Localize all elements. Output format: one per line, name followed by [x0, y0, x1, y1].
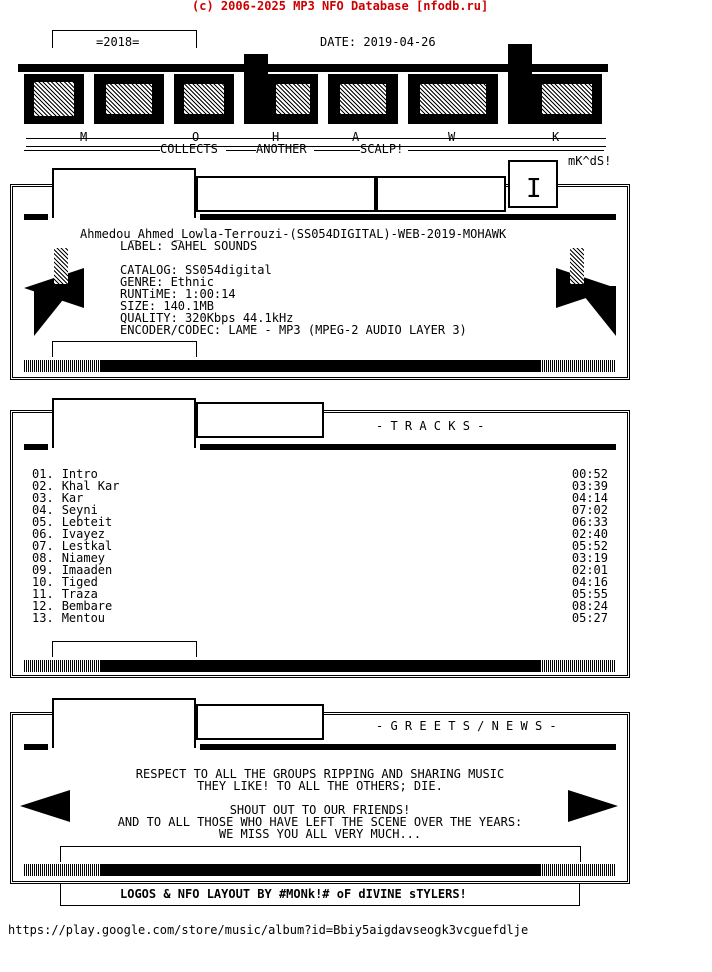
mohawk-logo — [14, 44, 614, 130]
track-row — [32, 468, 612, 480]
track-title: Ivayez — [61, 527, 106, 541]
track-number: 11. — [32, 587, 54, 601]
track-row — [32, 540, 612, 552]
greets-bottom-tab — [60, 846, 580, 847]
track-duration: 03:19 — [571, 551, 608, 565]
track-number: 02. — [32, 479, 54, 493]
right-arrow-art — [540, 248, 628, 338]
tagline-collects: COLLECTS — [160, 142, 218, 156]
tagline-rule-1 — [24, 150, 160, 151]
release-bottom-tab-right — [196, 341, 197, 357]
year-tag: =2018= — [96, 35, 140, 49]
header-top-line — [52, 30, 196, 31]
track-row — [32, 552, 612, 564]
greets-line: RESPECT TO ALL THE GROUPS RIPPING AND SHARING MUSIC — [135, 767, 505, 781]
letter-w: W — [448, 130, 456, 144]
track-number: 13. — [32, 611, 54, 625]
track-title: Seyni — [61, 503, 98, 517]
greets-dither-bar — [100, 864, 540, 876]
track-row — [32, 516, 612, 528]
letter-h: H — [272, 130, 280, 144]
track-duration: 07:02 — [571, 503, 608, 517]
track-number: 09. — [32, 563, 54, 577]
track-row — [32, 564, 612, 576]
track-number: 10. — [32, 575, 54, 589]
track-number: 08. — [32, 551, 54, 565]
release-genre: GENRE: Ethnic — [120, 275, 214, 289]
greets-dither-right — [540, 864, 616, 876]
track-title: Lebteit — [61, 515, 113, 529]
release-encoder: ENCODER/CODEC: LAME - MP3 (MPEG-2 AUDIO LAYER 3) — [120, 323, 467, 337]
release-runtime: RUNTiME: 1:00:14 — [120, 287, 236, 301]
track-duration: 05:27 — [571, 611, 608, 625]
tracks-bottom-tab-right — [196, 641, 197, 657]
track-number: 07. — [32, 539, 54, 553]
release-bottom-tab — [52, 341, 196, 342]
track-title: Kar — [61, 491, 84, 505]
tracks-dither-right — [540, 660, 616, 672]
release-size: SIZE: 140.1MB — [120, 299, 214, 313]
release-label: LABEL: SAHEL SOUNDS — [120, 239, 258, 253]
layout-credits: LOGOS & NFO LAYOUT BY #MONk!# oF dIVINE sTYLERS! — [120, 887, 467, 901]
letter-a: A — [352, 130, 360, 144]
tracks-dither-left — [24, 660, 100, 672]
track-number: 06. — [32, 527, 54, 541]
release-name: Ahmedou_Ahmed_Lowla-Terrouzi-(SS054DIGITAL)-WEB-2019-MOHAWK — [80, 227, 507, 241]
track-row — [32, 588, 612, 600]
track-duration: 08:24 — [571, 599, 608, 613]
letters-line-2 — [26, 146, 606, 147]
tracks-bar-right — [200, 444, 616, 450]
nfodb-credit: (c) 2006-2025 MP3 NFO Database [nfodb.ru] — [192, 0, 489, 13]
release-bottom-tab-left — [52, 341, 53, 357]
track-title: Lestkal — [61, 539, 113, 553]
album-url-link[interactable]: https://play.google.com/store/music/album?id=Bbiy5aigdavseogk3vcguefdlje — [8, 923, 529, 937]
greets-line: SHOUT OUT TO OUR FRIENDS! — [229, 803, 411, 817]
track-duration: 02:40 — [571, 527, 608, 541]
tagline-scalp: SCALP! — [360, 142, 404, 156]
tagline-rule-4 — [408, 150, 604, 151]
letter-o: O — [192, 130, 200, 144]
track-title: Niamey — [61, 551, 106, 565]
release-catalog: CATALOG: SS054digital — [120, 263, 272, 277]
track-row — [32, 612, 612, 624]
release-bar-left — [24, 214, 48, 220]
release-dither-bar — [100, 360, 540, 372]
track-title: Intro — [61, 467, 98, 481]
info-i-glyph: I — [526, 174, 542, 204]
tracks-bottom-tab — [52, 641, 196, 642]
letter-m: M — [80, 130, 88, 144]
tagline-rule-3 — [314, 150, 360, 151]
track-number: 12. — [32, 599, 54, 613]
letters-line — [26, 138, 606, 139]
tracks-bottom-tab-left — [52, 641, 53, 657]
track-list — [32, 468, 612, 624]
track-title: Tiged — [61, 575, 98, 589]
greets-text — [24, 768, 616, 840]
greets-bar-right — [200, 744, 616, 750]
greets-left-arrow-art — [20, 780, 90, 830]
greets-line: WE MISS YOU ALL VERY MUCH... — [218, 827, 422, 841]
tracks-bar-left — [24, 444, 48, 450]
track-duration: 05:52 — [571, 539, 608, 553]
track-duration: 03:39 — [571, 479, 608, 493]
greets-bottom-tab-right — [580, 846, 581, 862]
track-title: Mentou — [61, 611, 106, 625]
greets-dither-left — [24, 864, 100, 876]
track-row — [32, 504, 612, 516]
left-arrow-art — [24, 248, 112, 338]
greets-bottom-tab-left — [60, 846, 61, 862]
track-duration: 05:55 — [571, 587, 608, 601]
tracks-heading: - T R A C K S - — [376, 419, 485, 433]
greets-right-arrow-art — [552, 780, 622, 830]
release-date: DATE: 2019-04-26 — [320, 35, 436, 49]
track-duration: 00:52 — [571, 467, 608, 481]
track-title: Khal Kar — [61, 479, 120, 493]
signature: mK^dS! — [568, 154, 612, 168]
track-row — [32, 600, 612, 612]
track-title: Imaaden — [61, 563, 113, 577]
release-quality: QUALITY: 320Kbps 44.1kHz — [120, 311, 294, 325]
tagline-rule-2 — [226, 150, 256, 151]
release-bar-right — [200, 214, 616, 220]
release-dither-left — [24, 360, 100, 372]
track-row — [32, 576, 612, 588]
track-duration: 04:16 — [571, 575, 608, 589]
tracks-dither-bar — [100, 660, 540, 672]
track-row — [32, 480, 612, 492]
track-row — [32, 528, 612, 540]
greets-heading: - G R E E T S / N E W S - — [376, 719, 557, 733]
greets-bar-left — [24, 744, 48, 750]
track-number: 01. — [32, 467, 54, 481]
track-duration: 04:14 — [571, 491, 608, 505]
greets-line: THEY LIKE! TO ALL THE OTHERS; DIE. — [197, 779, 443, 793]
track-duration: 06:33 — [571, 515, 608, 529]
track-number: 03. — [32, 491, 54, 505]
letter-k: K — [552, 130, 560, 144]
track-duration: 02:01 — [571, 563, 608, 577]
track-number: 04. — [32, 503, 54, 517]
track-row — [32, 492, 612, 504]
track-title: Traza — [61, 587, 98, 601]
greets-line: AND TO ALL THOSE WHO HAVE LEFT THE SCENE OVER THE YEARS: — [117, 815, 523, 829]
track-number: 05. — [32, 515, 54, 529]
release-dither-right — [540, 360, 616, 372]
tagline-another: ANOTHER — [256, 142, 307, 156]
track-title: Bembare — [61, 599, 113, 613]
